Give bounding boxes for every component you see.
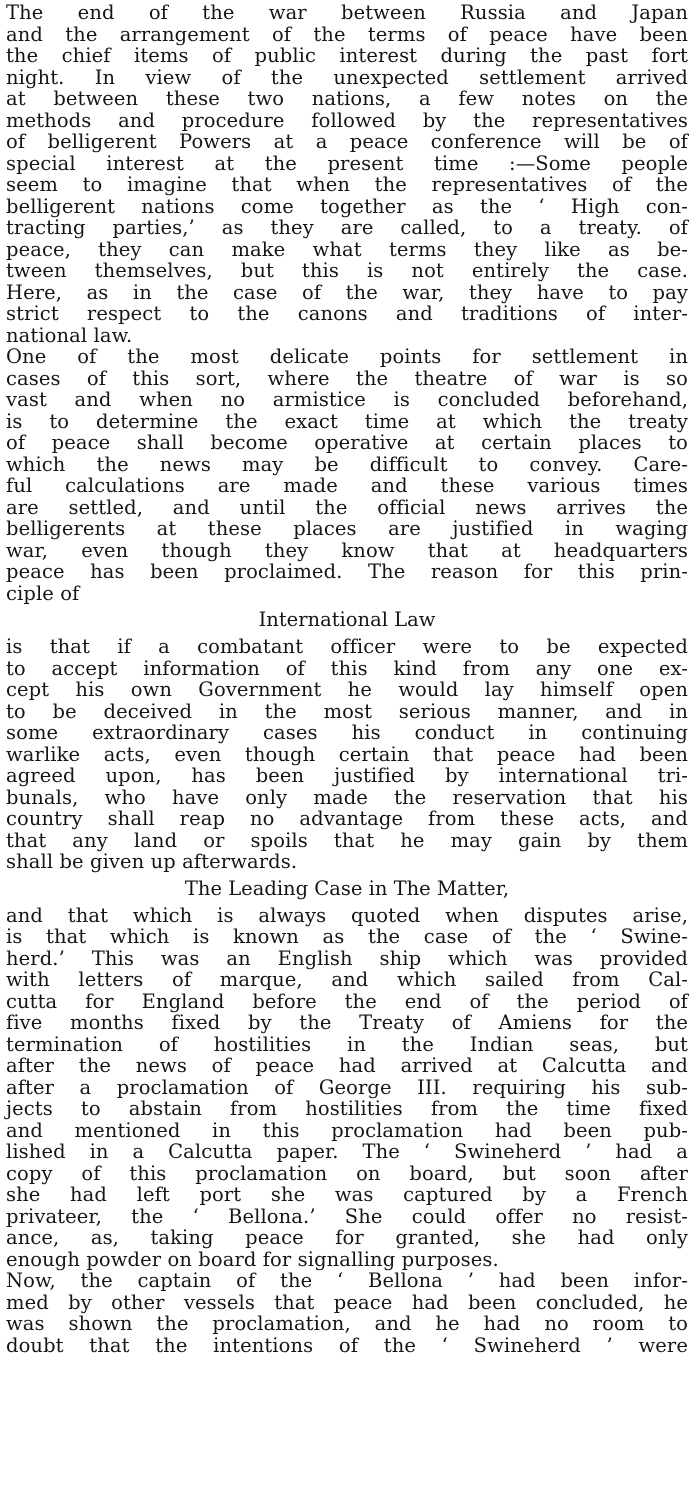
text-line: after the news of peace had arrived at Calcutta and <box>6 1054 688 1077</box>
paragraph-war-end <box>6 2 688 346</box>
text-line: after a proclamation of George III. requiring his sub- <box>6 1075 688 1099</box>
text-line: belligerent nations come together as the ‘ High con- <box>6 194 688 218</box>
text-line: privateer, the ‘ Bellona.’ She could offer no resist- <box>6 1204 688 1228</box>
text-line: belligerents at these places are justified in waging <box>6 517 688 540</box>
text-line: is that which is known as the case of the ‘ Swine- <box>6 925 688 948</box>
text-line: of peace shall become operative at certain places to <box>6 431 688 454</box>
text-line: cases of this sort, where the theatre of war is so <box>6 366 688 390</box>
text-line: are settled, and until the official news arrives the <box>6 495 688 519</box>
text-line: peace, they can make what terms they like as be- <box>6 237 688 261</box>
text-line: she had left port she was captured by a French <box>6 1183 688 1206</box>
text-line: Now, the captain of the ‘ Bellona ’ had been infor- <box>6 1269 688 1292</box>
text-line: with letters of marque, and which sailed from Cal- <box>6 968 688 991</box>
text-line: shall be given up afterwards. <box>6 850 298 873</box>
text-line: cept his own Government he would lay himself open <box>6 678 688 701</box>
text-line: ful calculations are made and these various times <box>6 474 688 497</box>
text-line: herd.’ This was an English ship which was provided <box>6 946 688 970</box>
text-line: war, even though they know that at headquarters <box>6 538 688 562</box>
text-line: five months fixed by the Treaty of Amiens for the <box>6 1011 688 1034</box>
text-line: ance, as, taking peace for granted, she had only <box>6 1226 688 1249</box>
text-line: some extraordinary cases his conduct in continuing <box>6 721 688 744</box>
text-line: country shall reap no advantage from these acts, and <box>6 807 688 830</box>
text-line: methods and procedure followed by the representatives <box>6 108 688 132</box>
text-line: ciple of <box>6 581 80 605</box>
paragraph-combatant-officer <box>6 636 688 873</box>
text-line: jects to abstain from hostilities from the time fixed <box>6 1097 688 1120</box>
text-line: to accept information of this kind from any one ex- <box>6 656 688 680</box>
text-line: vast and when no armistice is concluded beforehand, <box>6 388 688 411</box>
text-line: strict respect to the canons and traditions of inter- <box>6 302 688 325</box>
text-line: and that which is always quoted when disputes arise, <box>6 903 688 927</box>
text-line: enough powder on board for signalling purposes. <box>6 1247 499 1271</box>
text-line: med by other vessels that peace had been concluded, he <box>6 1290 688 1314</box>
text-line: to be deceived in the most serious manner, and in <box>6 699 688 723</box>
text-line: is that if a combatant officer were to be expected <box>6 635 688 658</box>
text-line: which the news may be difficult to convey. Care- <box>6 452 688 476</box>
text-line: Here, as in the case of the war, they have to pay <box>6 280 688 304</box>
text-line: tracting parties,’ as they are called, to a treaty. of <box>6 216 688 239</box>
section-heading-leading-case: The Leading Case in The Matter, <box>184 876 510 900</box>
text-line: that any land or spoils that he may gain by them <box>6 828 688 852</box>
paragraph-bellona-captain <box>6 1270 688 1356</box>
text-line: cutta for England before the end of the period of <box>6 989 688 1013</box>
text-line: bunals, who have only made the reservation that his <box>6 785 688 809</box>
text-line: of belligerent Powers at a peace conference will be of <box>6 130 688 153</box>
section-heading-international-law: International Law <box>258 608 436 631</box>
text-line: termination of hostilities in the Indian seas, but <box>6 1032 688 1056</box>
text-line: and the arrangement of the terms of peace have been <box>6 22 688 46</box>
text-line: was shown the proclamation, and he had no room to <box>6 1312 688 1335</box>
text-line: the chief items of public interest during the past fort <box>6 44 688 67</box>
text-line: is to determine the exact time at which the treaty <box>6 409 688 433</box>
text-line: seem to imagine that when the representatives of the <box>6 173 688 196</box>
text-line: The end of the war between Russia and Japan <box>6 1 688 24</box>
text-line: at between these two nations, a few notes on the <box>6 87 688 110</box>
text-line: lished in a Calcutta paper. The ‘ Swineherd ’ had a <box>6 1140 688 1163</box>
text-line: peace has been proclaimed. The reason for this prin- <box>6 560 688 583</box>
paragraph-settlement-timing <box>6 346 688 604</box>
text-line: warlike acts, even though certain that peace had been <box>6 742 688 766</box>
paragraph-swineherd-case <box>6 905 688 1271</box>
text-line: night. In view of the unexpected settlement arrived <box>6 65 688 89</box>
text-line: national law. <box>6 323 133 347</box>
text-line: copy of this proclamation on board, but soon after <box>6 1161 688 1185</box>
text-line: agreed upon, has been justified by international tri- <box>6 764 688 787</box>
text-line: special interest at the present time :—Some people <box>6 151 688 175</box>
text-line: tween themselves, but this is not entirely the case. <box>6 259 688 282</box>
text-line: and mentioned in this proclamation had been pub- <box>6 1118 688 1142</box>
text-line: doubt that the intentions of the ‘ Swineherd ’ were <box>6 1333 688 1357</box>
text-line: One of the most delicate points for settlement in <box>6 345 688 368</box>
